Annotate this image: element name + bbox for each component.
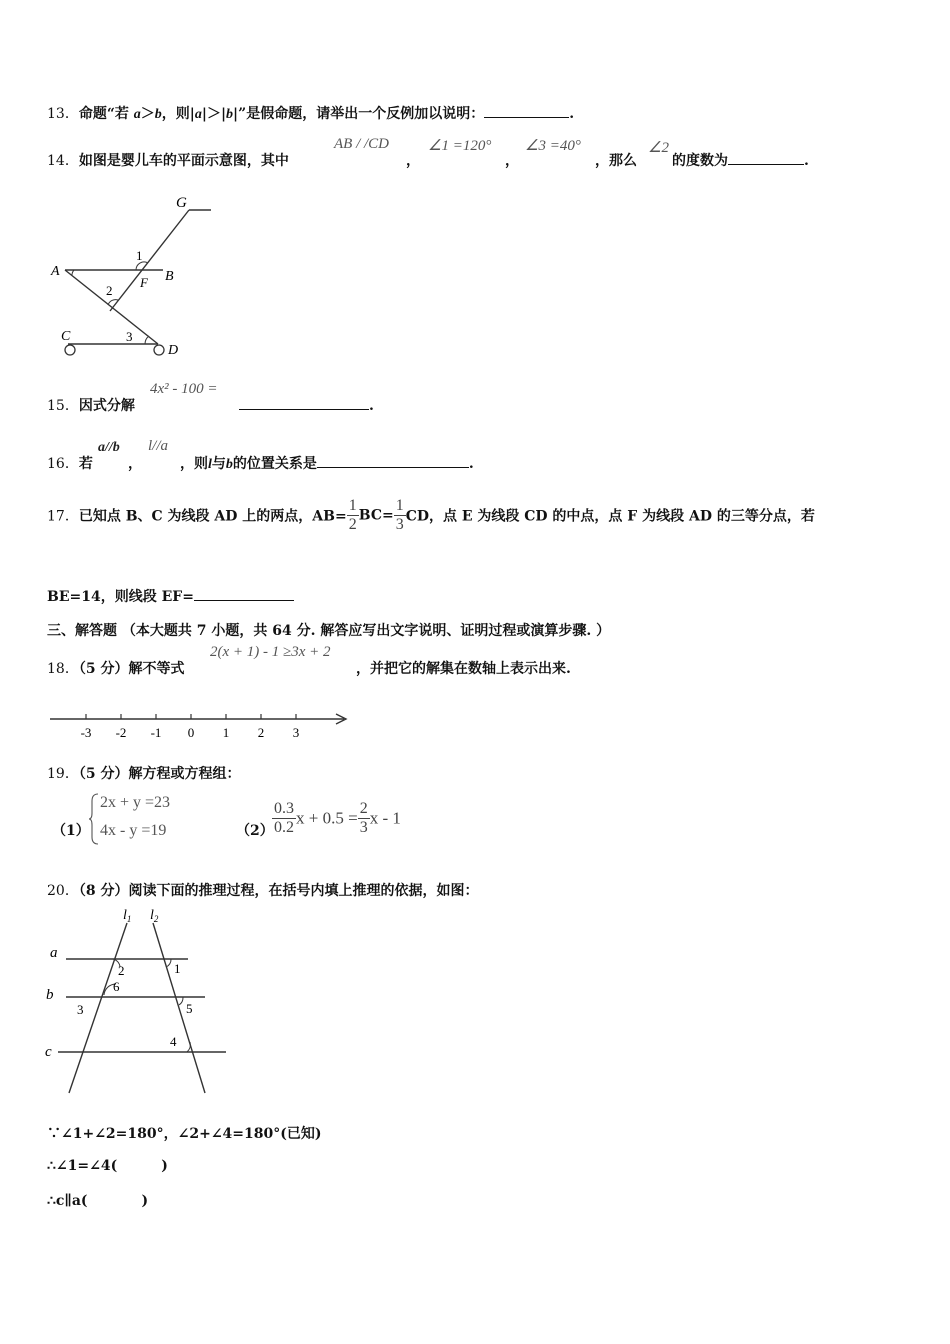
q14-math-angle3: ∠3 =40° xyxy=(525,138,581,154)
question-16: 16．若 xyxy=(47,456,93,472)
question-17: 17．已知点 B、C 为线段 AD 上的两点，AB= $\frac{1}{2}$ BC= $\frac{1}{3}$ CD，点 E 为线段 CD 的中点，点 F 为线段 AD 的三等分点，若 xyxy=(47,497,815,533)
axis-tick-label: 2 xyxy=(257,725,265,740)
axis-tick-label: 0 xyxy=(187,725,195,740)
axis-tick-label: 1 xyxy=(222,725,230,740)
q14-stroller-figure xyxy=(48,190,218,362)
fig-label-B: B xyxy=(165,269,174,284)
q18-number: 18． xyxy=(47,661,79,677)
fig-angle-1: 1 xyxy=(174,961,181,976)
q13-answer-blank[interactable] xyxy=(484,103,569,118)
q20-reason-1: ∵∠1+∠2=180°，∠2+∠4=180°(已知) xyxy=(47,1126,322,1142)
fig-label-D: D xyxy=(168,343,179,358)
q14-answer-blank[interactable] xyxy=(728,150,804,165)
fig-label-c: c xyxy=(45,1044,52,1060)
q13-text: 命题“若 a＞b，则|a|＞|b|”是假命题，请举出一个反例加以说明： xyxy=(78,106,485,122)
q20-parallel-lines-figure xyxy=(40,905,240,1097)
q17-fraction-half: $\frac{1}{2}$ xyxy=(348,497,357,533)
axis-tick-label: -1 xyxy=(150,725,162,740)
q19-brace xyxy=(88,793,100,845)
q14-number: 14． xyxy=(47,153,79,169)
q19-eq3: $\frac{0.3}{0.2}$ x + 0.5 = $\frac{2}{3}$ x - 1 xyxy=(274,800,401,836)
q18-math: 2(x + 1) - 1 ≥3x + 2 xyxy=(210,644,331,660)
fig-label-G: G xyxy=(176,195,187,211)
fig-label-A: A xyxy=(51,264,60,279)
question-15: 15．因式分解 xyxy=(47,398,135,414)
q19-part2-label: （2） xyxy=(236,823,274,839)
q16-number: 16． xyxy=(47,456,79,472)
q17-answer-blank[interactable] xyxy=(194,586,294,601)
q19-eq1: 2x + y =23 xyxy=(100,794,171,811)
fig-angle-5: 5 xyxy=(186,1001,193,1016)
fig-label-a: a xyxy=(50,945,58,961)
q19-eq2: 4x - y =19 xyxy=(100,822,167,839)
fig-label-l2: $l_2$ xyxy=(150,908,159,924)
q19-part1-label: （1） xyxy=(52,823,90,839)
fig-label-l1: $l_1$ xyxy=(123,908,132,924)
question-19: 19．（5 分）解方程或方程组： xyxy=(47,766,241,782)
fig-angle-3: 3 xyxy=(77,1002,84,1017)
fig-angle-6: 6 xyxy=(113,979,120,994)
question-20: 20．（8 分）阅读下面的推理过程，在括号内填上推理的依据，如图： xyxy=(47,883,479,899)
q20-reason-3: ∴c∥a( ) xyxy=(47,1193,149,1209)
q18-number-line xyxy=(48,706,358,746)
q15-math: 4x² - 100 = xyxy=(150,381,218,397)
fig-label-b: b xyxy=(46,987,54,1003)
q14-text: 如图是婴儿车的平面示意图，其中 xyxy=(78,153,289,169)
q13-number: 13． xyxy=(47,106,79,122)
fig-angle-4: 4 xyxy=(170,1034,177,1049)
fig-angle-1: 1 xyxy=(136,248,143,263)
question-18: 18．（5 分）解不等式 xyxy=(47,661,185,677)
question-13: 13．命题“若 a＞b，则|a|＞|b|”是假命题，请举出一个反例加以说明： . xyxy=(47,103,574,123)
axis-tick-label: 3 xyxy=(292,725,300,740)
q16-math-la: l//a xyxy=(148,438,169,454)
q17-fraction-third: $\frac{1}{3}$ xyxy=(395,497,404,533)
fig-angle-2: 2 xyxy=(118,963,125,978)
fig-label-F: F xyxy=(140,275,148,290)
q14-math-parallel: AB / /CD xyxy=(334,136,389,152)
section-3-heading: 三、解答题 （本大题共 7 小题，共 64 分. 解答应写出文字说明、证明过程或演算步骤. ） xyxy=(47,623,611,639)
q17-line2: BE=14，则线段 EF= xyxy=(47,586,294,606)
q20-reason-2: ∴∠1=∠4( ) xyxy=(47,1158,168,1174)
q14-math-angle2: ∠2 xyxy=(648,140,669,156)
fig-angle-2: 2 xyxy=(106,283,113,298)
axis-tick-label: -2 xyxy=(115,725,127,740)
axis-tick-label: -3 xyxy=(80,725,92,740)
question-14 xyxy=(47,150,289,170)
q14-math-angle1: ∠1 =120° xyxy=(428,138,492,154)
q16-answer-blank[interactable] xyxy=(317,453,469,468)
q16-math-ab: a//b xyxy=(98,440,120,455)
q20-number: 20． xyxy=(47,883,79,899)
q17-number: 17． xyxy=(47,508,79,525)
q15-answer-blank[interactable] xyxy=(239,395,369,410)
fig-angle-3: 3 xyxy=(126,329,133,344)
q15-number: 15． xyxy=(47,398,79,414)
fig-label-C: C xyxy=(61,329,71,344)
q19-number: 19． xyxy=(47,766,79,782)
